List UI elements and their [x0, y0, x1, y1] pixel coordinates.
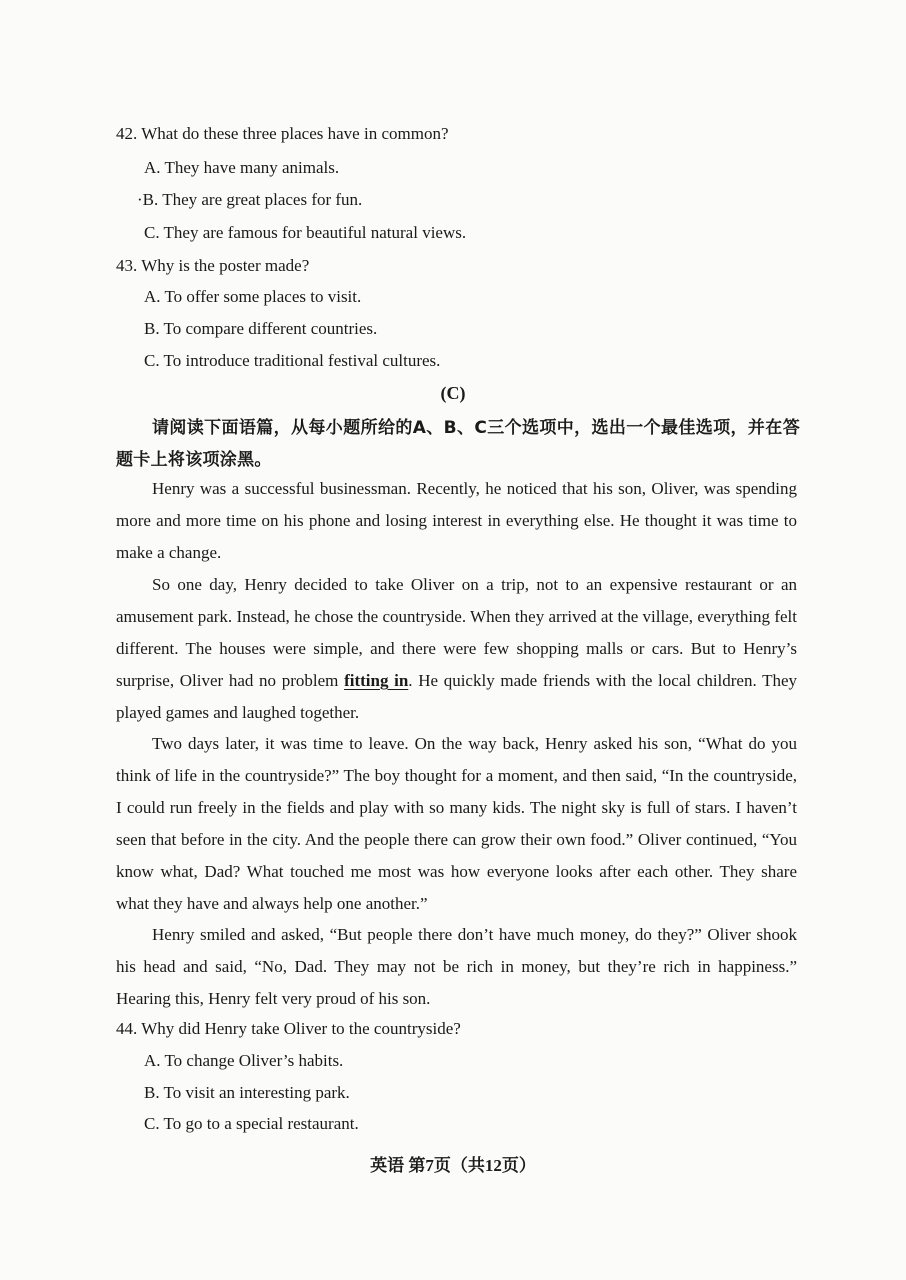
- passage-paragraph-3: Two days later, it was time to leave. On the way back, Henry asked his son, “What do you think of life in the countryside?” The boy thought for a moment, and then said, “In the countryside, I could run freely in the fields and play with so many kids. The night sky is full of stars. I haven’t seen that before in the city. And the people there can grow their own food.” Oliver continued, “You know what, Dad? What touched me most was how everyone looks after each other. They share what they have and always help one another.”: [116, 734, 797, 913]
- passage-paragraph-1: Henry was a successful businessman. Recently, he noticed that his son, Oliver, was spending more and more time on his phone and losing interest in everything else. He thought it was time to make a change.: [116, 479, 797, 562]
- question-44-stem: 44. Why did Henry take Oliver to the countryside?: [116, 1019, 461, 1038]
- passage-paragraph-2: [116, 569, 797, 729]
- question-43-option-b: B. To compare different countries.: [144, 319, 378, 338]
- question-44-option-a: A. To change Oliver’s habits.: [144, 1051, 344, 1070]
- question-44-option-b: B. To visit an interesting park.: [144, 1083, 350, 1102]
- question-43-stem: 43. Why is the poster made?: [116, 256, 310, 275]
- underlined-phrase: fitting in: [344, 671, 409, 690]
- section-instruction: 请阅读下面语篇，从每小题所给的A、B、C三个选项中，选出一个最佳选项，并在答题卡上将该项涂黑。: [116, 418, 800, 470]
- section-title: (C): [440, 383, 466, 403]
- question-42-option-a: A. They have many animals.: [144, 158, 340, 177]
- question-42-option-c: C. They are famous for beautiful natural views.: [144, 223, 467, 242]
- question-42-option-b: ·B. They are great places for fun.: [137, 190, 363, 209]
- question-43-option-c: C. To introduce traditional festival cultures.: [144, 351, 441, 370]
- question-42-stem: 42. What do these three places have in common?: [116, 124, 449, 143]
- page-footer: 英语 第7页（共12页）: [370, 1156, 536, 1175]
- passage-paragraph-4: Henry smiled and asked, “But people there don’t have much money, do they?” Oliver shook his head and said, “No, Dad. They may not be rich in money, but they’re rich in happiness.” Hearing this, Henry felt very proud of his son.: [116, 925, 797, 1008]
- paragraph-2-text-after: . He quickly made friends with the local children. They played games and laughed together.: [116, 671, 798, 722]
- paragraph-2-text-before: So one day, Henry decided to take Oliver on a trip, not to an expensive restaurant or an amusement park. Instead, he chose the countryside. When they arrived at the village, everything felt different. The houses were simple, and there were few shopping malls or cars. But to Henry’s surprise, Oliver had no problem: [116, 575, 797, 690]
- question-43-option-a: A. To offer some places to visit.: [144, 287, 362, 306]
- question-44-option-c: C. To go to a special restaurant.: [144, 1114, 359, 1133]
